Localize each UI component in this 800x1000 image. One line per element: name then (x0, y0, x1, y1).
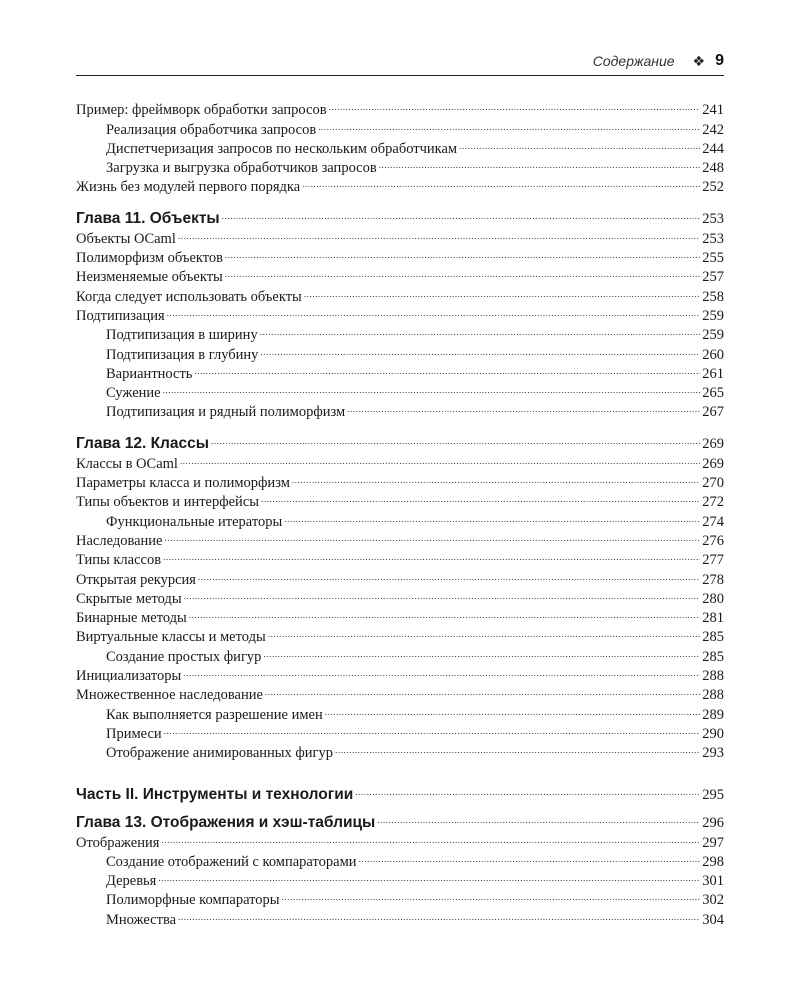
toc-entry-title: Классы в OCaml (76, 455, 178, 472)
toc-leader-dots (355, 777, 700, 799)
toc-entry-page: 301 (702, 873, 724, 890)
toc-entry-title: Объекты OCaml (76, 230, 176, 247)
toc-entry-page: 304 (702, 911, 724, 928)
toc-entry-page: 265 (702, 385, 724, 402)
toc-entry-title: Примеси (106, 725, 162, 742)
toc-entry-title: Отображение анимированных фигур (106, 745, 333, 762)
running-header (76, 50, 724, 72)
toc-entry-page: 267 (702, 404, 724, 421)
toc-entry-page: 298 (702, 853, 724, 870)
toc-leader-dots (379, 153, 701, 172)
toc-entry-title: Создание отображений с компараторами (106, 853, 357, 870)
toc-entry-title: Деревья (106, 873, 157, 890)
toc-entry[interactable] (76, 545, 724, 569)
toc-leader-dots (318, 114, 700, 133)
toc-entry-page: 241 (702, 102, 724, 119)
toc-entry-title: Скрытые методы (76, 590, 182, 607)
toc-entry-page: 253 (702, 211, 724, 228)
toc-leader-dots (292, 468, 700, 487)
toc-entry-page: 270 (702, 475, 724, 492)
toc-chapter-title: Глава 13. Отображения и хэш-таблицы (76, 814, 376, 832)
toc-leader-dots (198, 564, 700, 583)
toc-entry-title: Подтипизация в ширину (106, 327, 258, 344)
toc-entry-title: Открытая рекурсия (76, 571, 196, 588)
toc-entry-title: Реализация обработчика запросов (106, 121, 317, 138)
toc-chapter-entry[interactable] (76, 201, 724, 228)
toc-part-entry[interactable] (76, 777, 724, 804)
toc-entry-page: 297 (702, 834, 724, 851)
toc-chapter-title: Глава 11. Объекты (76, 210, 220, 228)
toc-leader-dots (335, 738, 700, 757)
toc-entry-page: 258 (702, 288, 724, 305)
toc-leader-dots (282, 885, 701, 904)
toc-entry-title: Полиморфные компараторы (106, 892, 280, 909)
toc-entry[interactable] (76, 827, 724, 851)
toc-leader-dots (459, 134, 700, 153)
toc-entry[interactable] (76, 564, 724, 588)
toc-entry-page: 293 (702, 745, 724, 762)
toc-entry-title: Создание простых фигур (106, 648, 262, 665)
toc-entry-page: 278 (702, 571, 724, 588)
toc-entry-title: Наследование (76, 532, 163, 549)
toc-entry-title: Параметры класса и полиморфизм (76, 475, 290, 492)
toc-leader-dots (165, 526, 701, 545)
toc-leader-dots (163, 545, 700, 564)
toc-leader-dots (184, 584, 701, 603)
toc-leader-dots (359, 847, 701, 866)
toc-leader-dots (302, 172, 700, 191)
toc-entry[interactable] (76, 301, 724, 324)
toc-entry-page: 259 (702, 327, 724, 344)
toc-entry-page: 269 (702, 436, 724, 453)
toc-leader-dots (260, 320, 701, 339)
toc-entry-title: Подтипизация и рядный полиморфизм (106, 404, 346, 421)
toc-leader-dots (325, 699, 701, 718)
toc-leader-dots (183, 661, 700, 680)
toc-entry-page: 242 (702, 121, 724, 138)
toc-entry-title: Когда следует использовать объекты (76, 288, 302, 305)
toc-leader-dots (225, 243, 700, 262)
toc-entry[interactable] (76, 95, 724, 119)
toc-entry-title: Бинарные методы (76, 610, 187, 627)
toc-entry-page: 272 (702, 494, 724, 511)
toc-leader-dots (222, 201, 701, 223)
toc-entry-page: 285 (702, 648, 724, 665)
toc-leader-dots (167, 301, 701, 320)
toc-entry-page: 252 (702, 179, 724, 196)
toc-entry-page: 296 (702, 815, 724, 832)
toc-entry-title: Пример: фреймворк обработки запросов (76, 102, 327, 119)
toc-chapter-entry[interactable] (76, 805, 724, 832)
toc-leader-dots (225, 262, 700, 281)
header-rule (76, 75, 724, 76)
toc-part-title: Часть II. Инструменты и технологии (76, 786, 354, 804)
page-number: 9 (715, 52, 724, 69)
toc-entry-title: Жизнь без модулей первого порядка (76, 179, 301, 196)
toc-leader-dots (263, 641, 700, 660)
toc-entry-page: 244 (702, 140, 724, 157)
toc-leader-dots (164, 719, 701, 738)
toc-entry-page: 290 (702, 725, 724, 742)
toc-entry-title: Множества (106, 911, 177, 928)
toc-entry-title: Полиморфизм объектов (76, 250, 223, 267)
toc-entry-page: 285 (702, 629, 724, 646)
toc-leader-dots (260, 339, 700, 358)
toc-entry[interactable] (76, 378, 724, 402)
toc-leader-dots (178, 904, 700, 923)
toc-entry-title: Отображения (76, 834, 160, 851)
toc-entry[interactable] (76, 397, 724, 421)
toc-chapter-entry[interactable] (76, 426, 724, 453)
toc-entry-title: Неизменяемые объекты (76, 269, 223, 286)
running-header-title: Содержание (592, 53, 675, 69)
toc-entry-page: 280 (702, 590, 724, 607)
toc-leader-dots (261, 487, 700, 506)
toc-entry-title: Типы классов (76, 552, 162, 569)
toc-entry-page: 257 (702, 269, 724, 286)
toc-chapter-title: Глава 12. Классы (76, 435, 209, 453)
toc-leader-dots (161, 827, 700, 846)
toc-entry-title: Как выполняется разрешение имен (106, 706, 323, 723)
toc-entry-page: 289 (702, 706, 724, 723)
toc-entry-title: Множественное наследование (76, 687, 263, 704)
toc-entry-page: 260 (702, 346, 724, 363)
toc-entry-page: 295 (702, 787, 724, 804)
toc-entry-title: Диспетчеризация запросов по нескольким обработчикам (106, 140, 458, 157)
toc-entry-page: 281 (702, 610, 724, 627)
toc-entry-page: 259 (702, 307, 724, 324)
toc-entry-title: Подтипизация (76, 307, 165, 324)
toc-leader-dots (163, 378, 701, 397)
toc-entry-title: Сужение (106, 385, 161, 402)
toc-entry-title: Вариантность (106, 365, 193, 382)
toc-leader-dots (158, 866, 700, 885)
toc-entry-page: 288 (702, 668, 724, 685)
toc-leader-dots (189, 603, 700, 622)
toc-entry-title: Функциональные итераторы (106, 513, 283, 530)
toc-entry-page: 276 (702, 532, 724, 549)
toc-entry[interactable] (76, 847, 724, 870)
toc-entry-title: Виртуальные классы и методы (76, 629, 266, 646)
toc-leader-dots (178, 223, 700, 242)
toc-leader-dots (347, 397, 700, 416)
toc-leader-dots (194, 359, 700, 378)
toc-entry-page: 288 (702, 687, 724, 704)
toc-entry-page: 274 (702, 513, 724, 530)
toc-entry-title: Загрузка и выгрузка обработчиков запросов (106, 160, 377, 177)
toc-entry-page: 277 (702, 552, 724, 569)
toc-entry[interactable] (76, 885, 724, 909)
toc-entry-title: Типы объектов и интерфейсы (76, 494, 259, 511)
toc-entry[interactable] (76, 719, 724, 742)
toc-entry-page: 302 (702, 892, 724, 909)
toc-leader-dots (284, 506, 700, 525)
toc-entry[interactable] (76, 866, 724, 890)
toc-leader-dots (265, 680, 700, 699)
toc-entry-page: 253 (702, 230, 724, 247)
toc-entry-title: Инициализаторы (76, 668, 182, 685)
toc-entry[interactable] (76, 738, 724, 762)
toc-leader-dots (304, 281, 700, 300)
toc-leader-dots (329, 95, 701, 114)
toc-entry-page: 269 (702, 455, 724, 472)
fleuron-icon: ❖ (692, 52, 706, 69)
table-of-contents (76, 95, 724, 928)
toc-leader-dots (180, 448, 700, 467)
toc-entry-page: 261 (702, 365, 724, 382)
toc-entry[interactable] (76, 320, 724, 344)
toc-leader-dots (268, 622, 701, 641)
toc-entry-page: 248 (702, 160, 724, 177)
toc-entry-title: Подтипизация в глубину (106, 346, 259, 363)
toc-entry[interactable] (76, 526, 724, 549)
toc-entry-page: 255 (702, 250, 724, 267)
toc-leader-dots (211, 426, 700, 448)
toc-leader-dots (377, 805, 700, 827)
